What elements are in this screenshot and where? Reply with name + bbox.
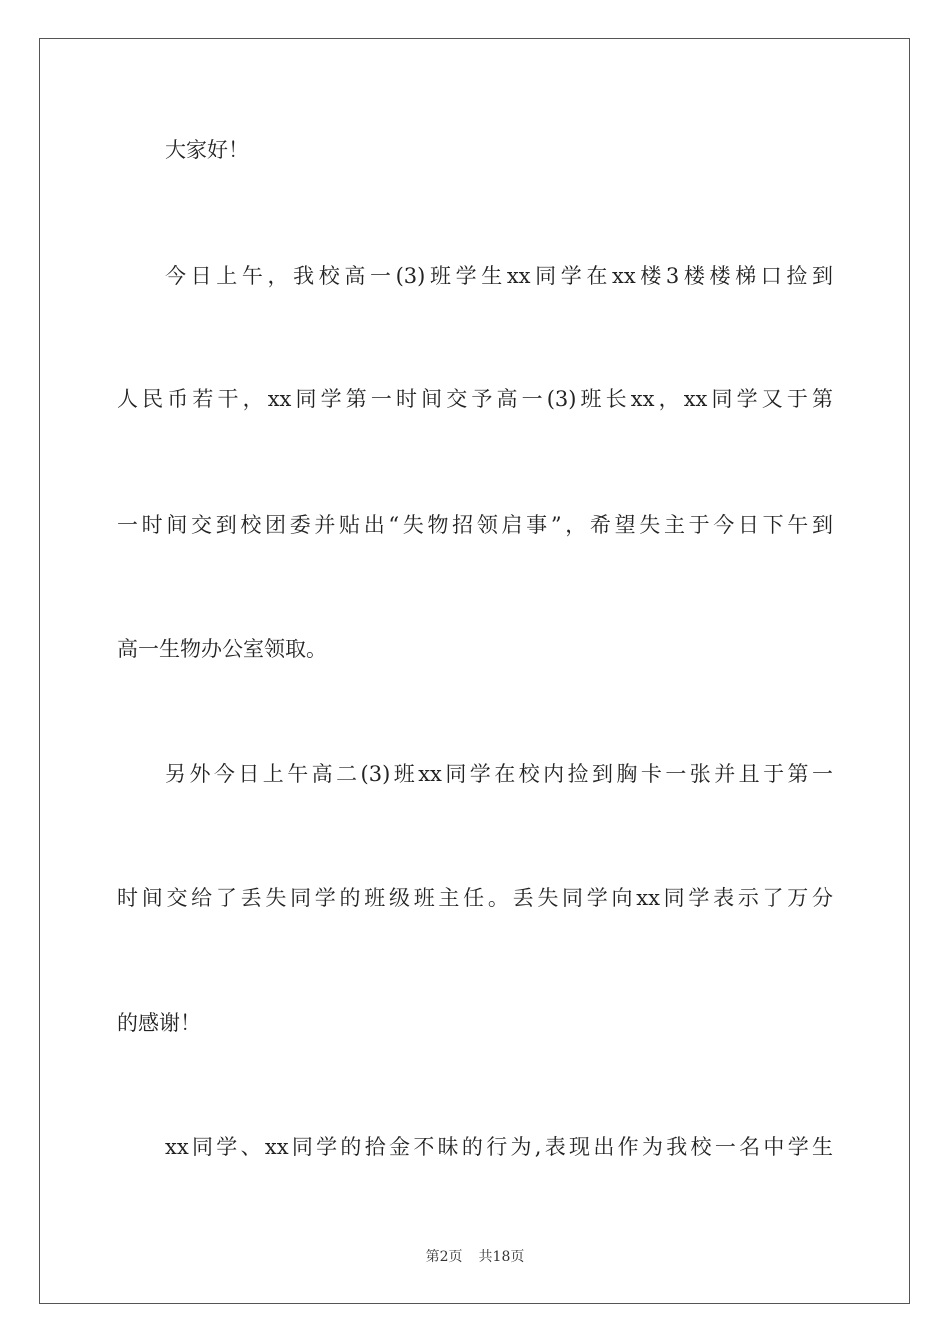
page-number: 第2页 [425,1249,463,1265]
page-footer [0,1248,950,1266]
paragraph-1-line-2: 人民币若干，xx同学第一时间交予高一(3)班长xx，xx同学又于第 [117,387,833,411]
paragraph-1-line-3: 一时间交到校团委并贴出“失物招领启事”，希望失主于今日下午到 [117,513,833,537]
greeting-line: 大家好！ [165,138,249,162]
paragraph-1-line-1: 今日上午，我校高一(3)班学生xx同学在xx楼3楼楼梯口捡到 [165,264,833,288]
paragraph-2-line-2: 时间交给了丢失同学的班级班主任。丢失同学向xx同学表示了万分 [117,886,833,910]
paragraph-2-line-1: 另外今日上午高二(3)班xx同学在校内捡到胸卡一张并且于第一 [165,762,833,786]
page-border [39,38,910,1304]
paragraph-2-line-3: 的感谢！ [117,1011,201,1035]
paragraph-3-line-1: xx同学、xx同学的拾金不昧的行为,表现出作为我校一名中学生 [165,1135,833,1159]
total-pages: 共18页 [478,1249,525,1265]
paragraph-1-line-4: 高一生物办公室领取。 [117,637,327,661]
